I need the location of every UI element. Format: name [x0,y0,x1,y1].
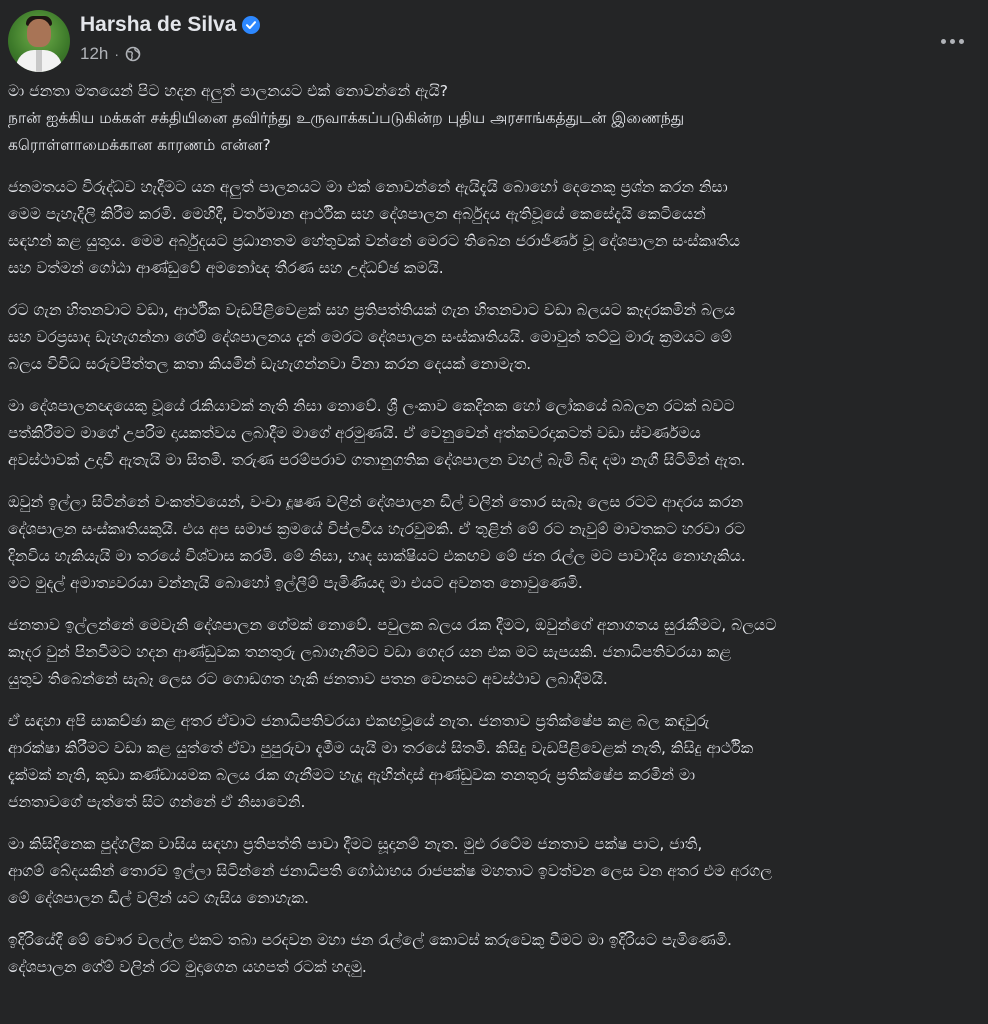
post-meta [80,42,141,66]
post-text-line: ආරක්ෂා කිරීමට වඩා කළ යුත්තේ ඒවා පුපුරුවා දැමීම යැයි මා තරයේ සිතමි. කිසිදු වැඩපිළිවෙළක් නැති, කිසිදු ආර්ථික [8,739,754,757]
post-text-line: நான் ஐக்கிய மக்கள் சக்தியினை தவிர்ந்து உருவாக்கப்படுகின்ற புதிய அரசாங்கத்துடன் இணைந்து [8,109,685,127]
post-paragraph [8,174,968,282]
post-paragraph [8,78,968,159]
post-paragraph [8,927,968,981]
post-text-line: ආගම් බේදයකින් තොරව ඉල්ලා සිටින්නේ ජනාධිපති ගෝඨාභය රාජපක්ෂ මහතාට ඉවත්වන ලෙස වන අතර එම අරගල [8,862,773,880]
more-options-icon[interactable] [934,26,970,56]
author-avatar[interactable] [8,10,70,72]
post-text-line: සඳහන් කළ යුතුය. මෙම අර්බුදයට ප්‍රධානතම හේතුවක් වන්නේ මෙරට තිබෙන ජරාජීර්ණ වූ දේශපාලන සංස්කෘතිය [8,232,740,250]
more-dot [959,39,964,44]
verified-badge-icon [242,16,260,34]
post-text-line: දැක්මක් නැති, කුඩා කණ්ඩායමක බලය රැක ගැනීමට හැදූ ඇහින්දාස් ආණ්ඩුවක තනතුරු ප්‍රතික්ෂේප කරමින් මා [8,766,696,784]
globe-icon[interactable] [125,46,141,62]
post-timestamp[interactable]: 12h [80,44,109,63]
post-header [8,8,980,72]
post-text-line: බලය විවිධ සරුවපිත්තල කතා කියමින් ඩැහැගන්නවා විනා කරන දෙයක් නොමැත. [8,355,532,373]
avatar-face [27,19,51,47]
post-text-line: මෙම පැහැදිලි කිරීම කරමි. මෙහිදී, වර්තමාන ආර්ථික සහ දේශපාලන අර්බුදය ඇතිවූයේ කෙසේදැයි කෙටියෙන් [8,205,706,223]
post-text-line: රට ගැන හිතනවාට වඩා, ආර්ථික වැඩපිළිවෙළක් සහ ප්‍රතිපත්තියක් ගැන හිතනවාට වඩා බලයට කෑදරකමින් බලය [8,301,736,319]
post-text-line: දිනවිය හැකියැයි මා තරයේ විශ්වාස කරමි. මේ නිසා, හෘද සාක්ෂියට එකඟව මේ ජන රැල්ල මට පාවාදිය නොහැකිය. [8,547,746,565]
post-paragraph [8,708,968,816]
post-text-line: ඔවුන් ඉල්ලා සිටින්නේ වංකත්වයෙන්, වංචා දූෂණ වලින් දේශපාලන ඩීල් වලින් තොර සැබෑ ලෙස රටට ආදරය කරන [8,493,744,511]
post-paragraph [8,612,968,693]
post-text-line: මා කිසිදිනෙක පුද්ගලික වාසිය සඳහා ප්‍රතිපත්ති පාවා දීමට සූදානම් නැත. මුළු රටේම ජනතාව පක්ෂ පාට, ජාති, [8,835,703,853]
post-paragraph [8,831,968,912]
meta-separator: · [114,46,120,62]
post-paragraph [8,393,968,474]
more-dot [941,39,946,44]
post-text-line: මේ දේශපාලන ඩීල් වලින් යට ගැසිය නොහැක. [8,889,309,907]
post-text-line: මා දේශපාලනඥයෙකු වූයේ රැකියාවක් නැති නිසා නොවේ. ශ්‍රී ලංකාව කෙදිනක හෝ ලෝකයේ බබලන රටක් බවට [8,397,735,415]
post-text-line: සහ වරප්‍රසාද ඩැහැගන්නා ගේම් දේශපාලනය දැන් මෙරට දේශපාලන සංස්කෘතියයි. මොවුන් තට්ටු මාරු ක්‍රමයට මේ [8,328,732,346]
post-text-line: අවස්ථාවක් උදාවී ඇතැයි මා සිතමි. තරුණ පරම්පරාව ගතානුගතික දේශපාලන වහල් බැමි බිඳ දමා නැගී සිටිමින් ඇත. [8,451,746,469]
post-text-line: යුතුව තිබෙන්නේ සැබෑ ලෙස රට ගොඩගත හැකි ජනතාව පතන වෙනසට අවස්ථාව ලබාදීමයි. [8,670,608,688]
post-paragraph [8,489,968,597]
post-text-line: පත්කිරීමට මාගේ උපරිම දායකත්වය ලබාදීම මාගේ අරමුණයි. ඒ වෙනුවෙන් අත්කවරදාකටත් වඩා ස්වර්ණමය [8,424,701,442]
post-text-line: ඉදිරියේදී මේ චෞර වලල්ල එකට තබා පරදවන මහා ජන රැල්ලේ කොටස් කරුවෙකු වීමට මා ඉදිරියට පැමිණෙමි. [8,931,732,949]
post-body-text [8,78,968,996]
post-text-line: මා ජනතා මතයෙන් පිට හදන අලුත් පාලනයට එක් නොවන්නේ ඇයි? [8,82,448,100]
post-text-line: දේශපාලන ගේම් වලින් රට මුදාගෙන යහපත් රටක් හදමු. [8,958,367,976]
post-text-line: ජනතාවගේ පැත්තේ සිට ගන්නේ ඒ නිසාවෙනි. [8,793,306,811]
post-text-line: දේශපාලන සංස්කෘතියකුයි. එය අප සමාජ ක්‍රමයේ විප්ලවීය හැරවුමකි. ඒ තුළින් මේ රට නැවුම් මාවතකට හරවා රට [8,520,746,538]
post-text-line: මට මුදල් අමාත්‍යවරයා වන්නැයි බොහෝ ඉල්ලීම් පැමිණියද මා එයට අවනත නොවුණෙමි. [8,574,583,592]
post-paragraph [8,297,968,378]
post-text-line: கரொள்ளாமைக்கான காரணம் என்ன? [8,136,271,154]
author-name-row [80,12,260,38]
post-text-line: ජනමතයට විරුද්ධව හැදීමට යන අලුත් පාලනයට මා එක් නොවන්නේ ඇයිදැයි බොහෝ දෙනෙකු ප්‍රශ්න කරන නිසා [8,178,728,196]
author-name[interactable]: Harsha de Silva [80,13,237,36]
post-text-line: ඒ සඳහා අපි සාකච්ඡා කළ අතර ඒවාට ජනාධිපතිවරයා එකඟවූයේ නැත. ජනතාව ප්‍රතික්ෂේප කළ බල කඳවුරු [8,712,710,730]
more-dot [950,39,955,44]
post-text-line: කෑදර වුන් පිනවීමට හදන ආණ්ඩුවක තනතුරු ලබාගැනීමට වඩා ගෙදර යන එක මට සැපයකි. ජනාධිපතිවරයා කළ [8,643,732,661]
avatar-tie [36,50,42,72]
post-text-line: ජනතාව ඉල්ලන්නේ මෙවැනි දේශපාලන ගේමක් නොවේ. පවුලක බලය රැක දීමට, ඔවුන්ගේ අනාගතය සුරැකීමට, බලයට [8,616,777,634]
post-text-line: සහ වත්මන් ගෝඨා ආණ්ඩුවේ අමනෝඥ තීරණ සහ උද්ධච්ඡ කමයි. [8,259,444,277]
